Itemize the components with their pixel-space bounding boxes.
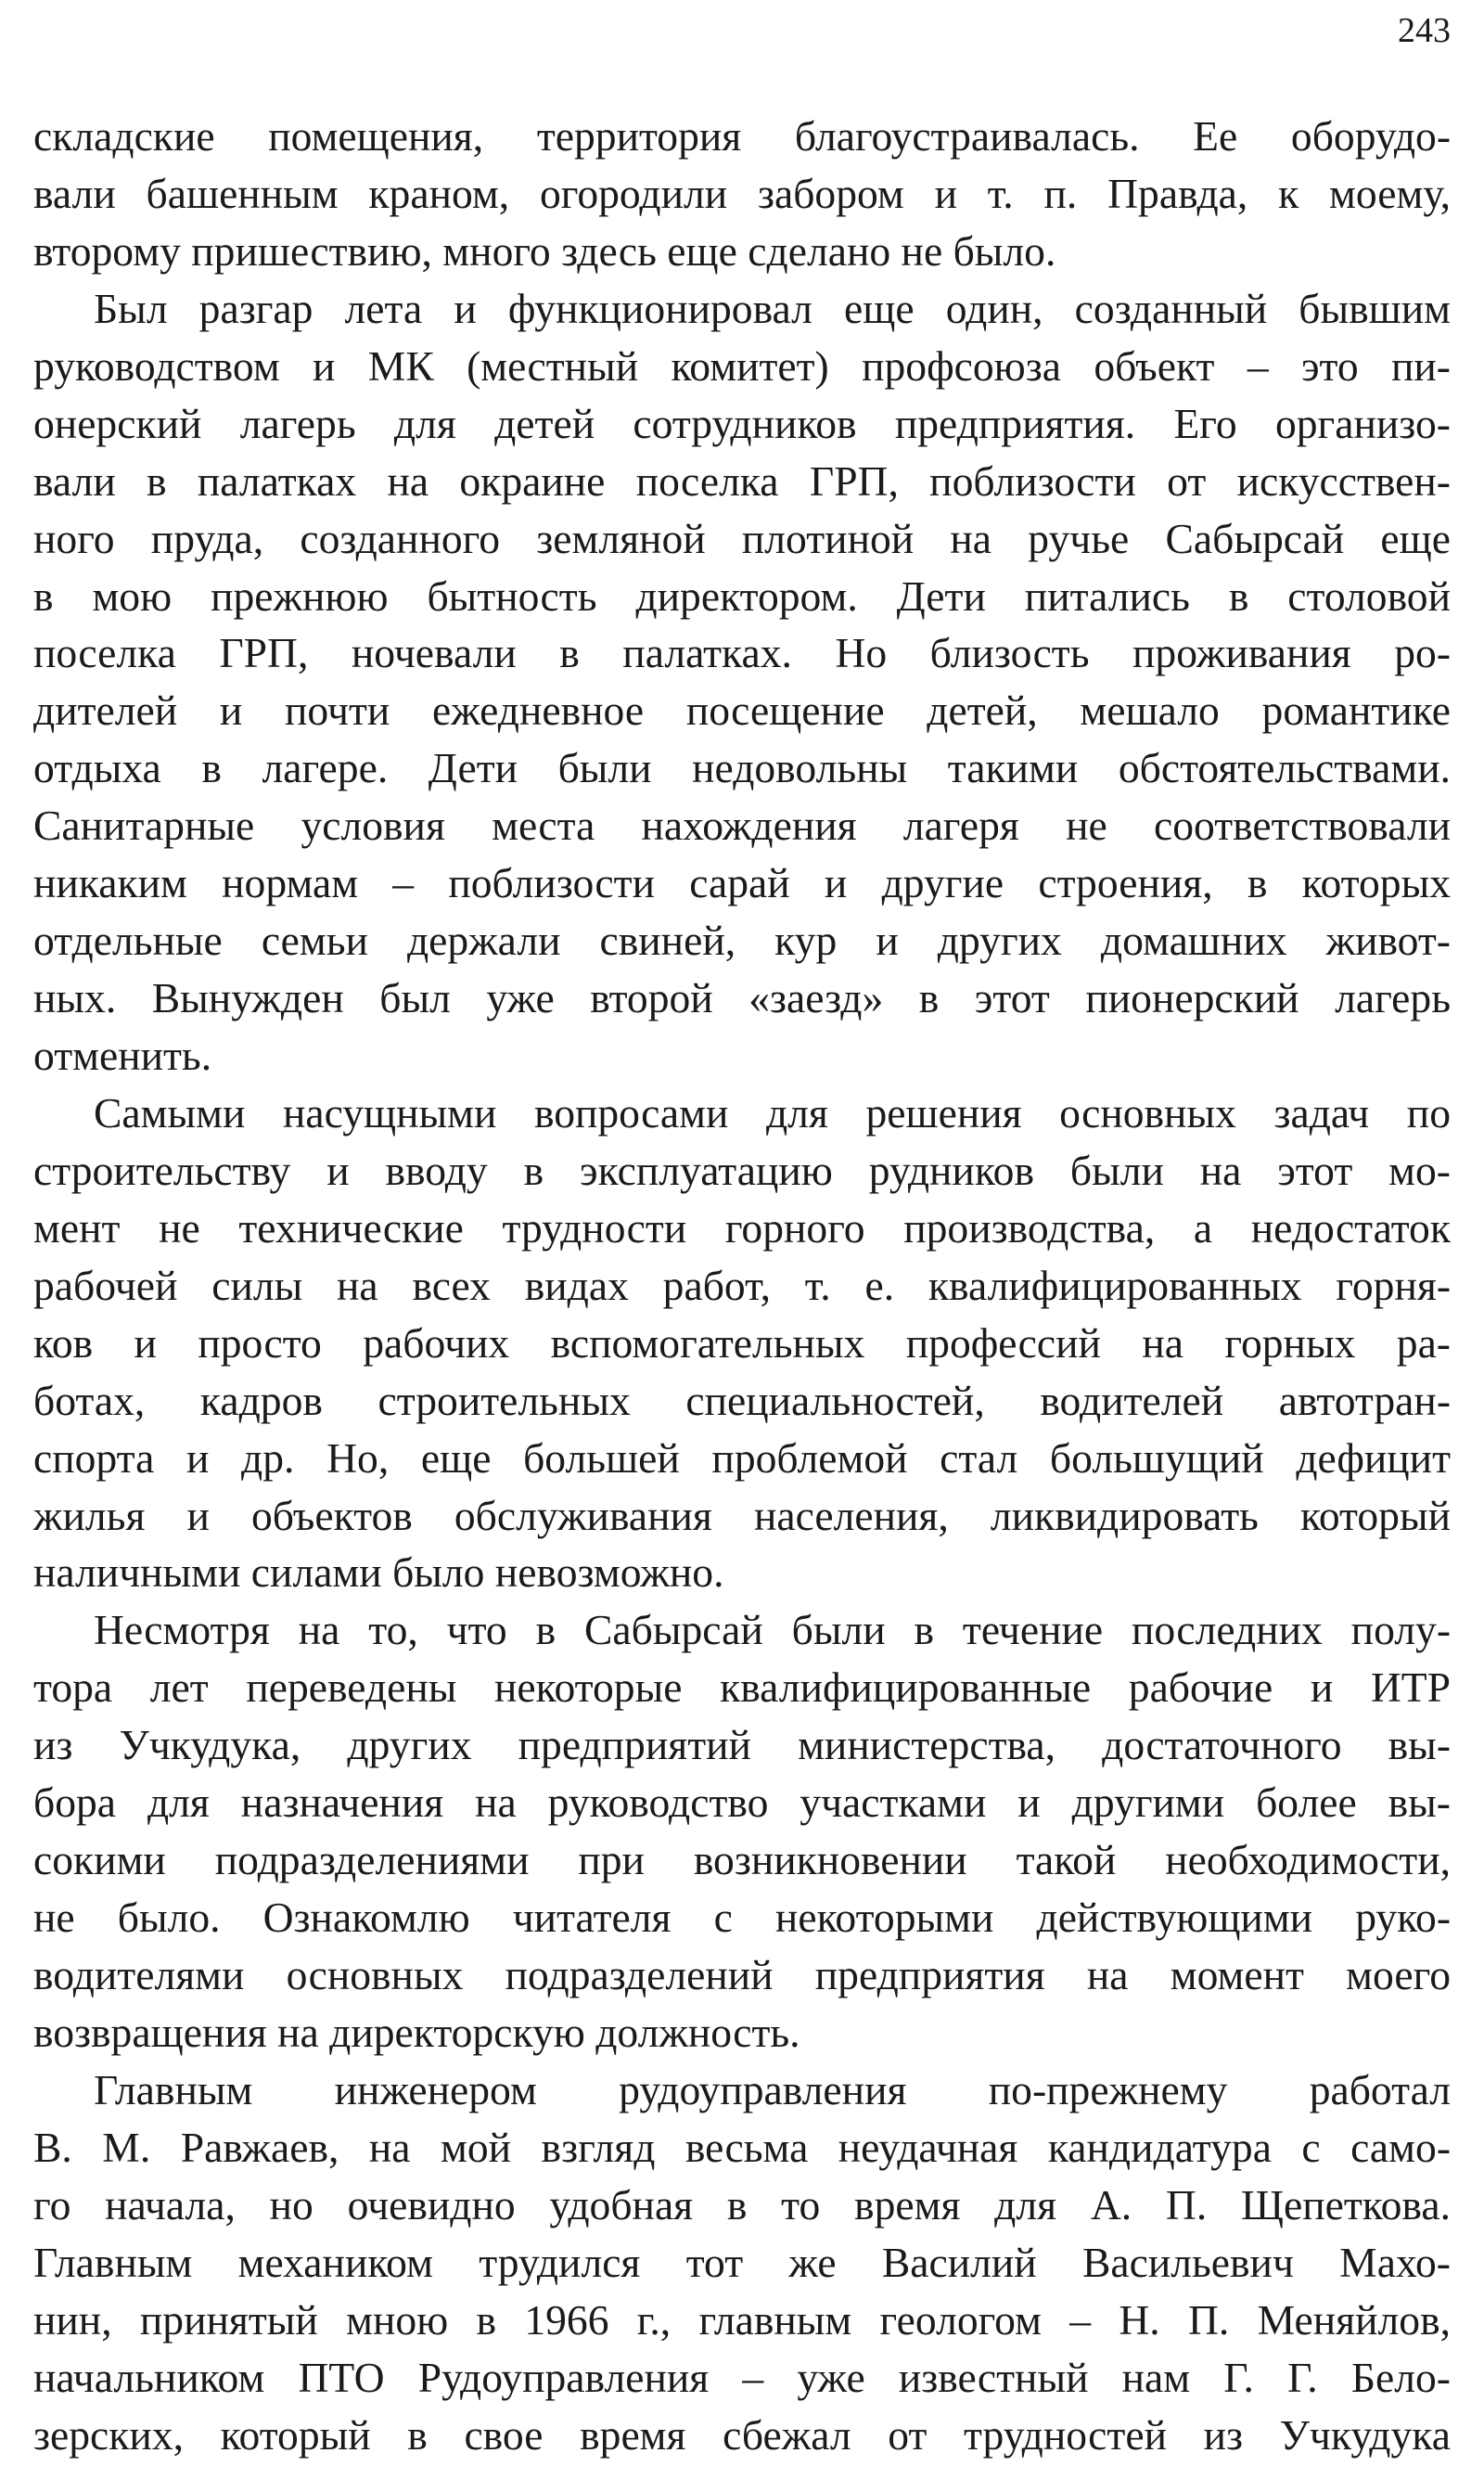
- text-line: Санитарные условия места нахождения лагеря не соответствовали: [33, 802, 1451, 850]
- text-line: В. М. Равжаев, на мой взгляд весьма неудачная кандидатура с само-: [33, 2123, 1451, 2171]
- page-number: 243: [1398, 11, 1451, 50]
- text-line: отдельные семьи держали свиней, кур и других домашних живот-: [33, 917, 1451, 965]
- text-line: поселка ГРП, ночевали в палатках. Но близость проживания ро-: [33, 629, 1451, 677]
- text-line: спорта и др. Но, еще большей проблемой стал большущий дефицит: [33, 1433, 1451, 1482]
- text-line: Несмотря на то, что в Сабырсай были в течение последних полу-: [94, 1606, 1451, 1654]
- text-line: ков и просто рабочих вспомогательных профессий на горных ра-: [33, 1318, 1451, 1367]
- text-line: наличными силами было невозможно.: [33, 1548, 724, 1597]
- text-line: складские помещения, территория благоустраивалась. Ее оборудо-: [33, 112, 1451, 160]
- text-line: дителей и почти ежедневное посещение детей, мешало романтике: [33, 687, 1451, 735]
- text-line: из Учкудука, других предприятий министерства, достаточного вы-: [33, 1721, 1451, 1769]
- text-line: Самыми насущными вопросами для решения основных задач по: [94, 1088, 1451, 1137]
- text-line: руководством и МК (местный комитет) профсоюза объект – это пи-: [33, 341, 1451, 390]
- text-line: в мою прежнюю бытность директором. Дети питались в столовой: [33, 572, 1451, 620]
- text-line: ных. Вынужден был уже второй «заезд» в этот пионерский лагерь: [33, 974, 1451, 1022]
- text-line: Главным инженером рудоуправления по-прежнему работал: [94, 2065, 1451, 2113]
- text-line: Был разгар лета и функционировал еще один, созданный бывшим: [94, 284, 1451, 332]
- text-line: зерских, который в свое время сбежал от трудностей из Учкудука: [33, 2410, 1451, 2459]
- text-line: никаким нормам – поблизости сарай и другие строения, в которых: [33, 859, 1451, 907]
- text-line: жилья и объектов обслуживания населения, ликвидировать который: [33, 1491, 1451, 1539]
- body-text: [33, 108, 1451, 2463]
- text-line: начальником ПТО Рудоуправления – уже известный нам Г. Г. Бело-: [33, 2353, 1451, 2401]
- text-line: онерский лагерь для детей сотрудников предприятия. Его организо-: [33, 399, 1451, 447]
- paragraph-5: [33, 2061, 1451, 2464]
- text-line: возвращения на директорскую должность.: [33, 2008, 800, 2056]
- paragraph-3: [33, 1085, 1451, 1601]
- paragraph-4: [33, 1601, 1451, 2061]
- text-line: второму пришествию, много здесь еще сделано не было.: [33, 226, 1056, 275]
- text-line: сокими подразделениями при возникновении такой необходимости,: [33, 1836, 1451, 1884]
- text-line: отменить.: [33, 1032, 212, 1079]
- text-line: ного пруда, созданного земляной плотиной на ручье Сабырсай еще: [33, 514, 1451, 562]
- text-line: не было. Ознакомлю читателя с некоторыми действующими руко-: [33, 1894, 1451, 1942]
- text-line: вали в палатках на окраине поселка ГРП, поблизости от искусствен-: [33, 456, 1451, 505]
- text-line: тора лет переведены некоторые квалифицированные рабочие и ИТР: [33, 1663, 1451, 1712]
- text-line: отдыха в лагере. Дети были недовольны такими обстоятельствами.: [33, 744, 1451, 792]
- text-line: нин, принятый мною в 1966 г., главным геологом – Н. П. Меняйлов,: [33, 2295, 1451, 2344]
- text-line: рабочей силы на всех видах работ, т. е. квалифицированных горня-: [33, 1261, 1451, 1309]
- text-line: ботах, кадров строительных специальностей, водителей автотран-: [33, 1376, 1451, 1424]
- text-line: Главным механиком трудился тот же Василий Васильевич Махо-: [33, 2238, 1451, 2286]
- text-line: мент не технические трудности горного производства, а недостаток: [33, 1203, 1451, 1252]
- text-line: водителями основных подразделений предприятия на момент моего: [33, 1951, 1451, 1998]
- text-line: бора для назначения на руководство участками и другими более вы-: [33, 1779, 1451, 1827]
- paragraph-1: [33, 108, 1451, 280]
- text-line: вали башенным краном, огородили забором и т. п. Правда, к моему,: [33, 169, 1451, 217]
- paragraph-2: [33, 280, 1451, 1085]
- text-line: го начала, но очевидно удобная в то время для А. П. Щепеткова.: [33, 2180, 1451, 2228]
- text-line: строительству и вводу в эксплуатацию рудников были на этот мо-: [33, 1146, 1451, 1194]
